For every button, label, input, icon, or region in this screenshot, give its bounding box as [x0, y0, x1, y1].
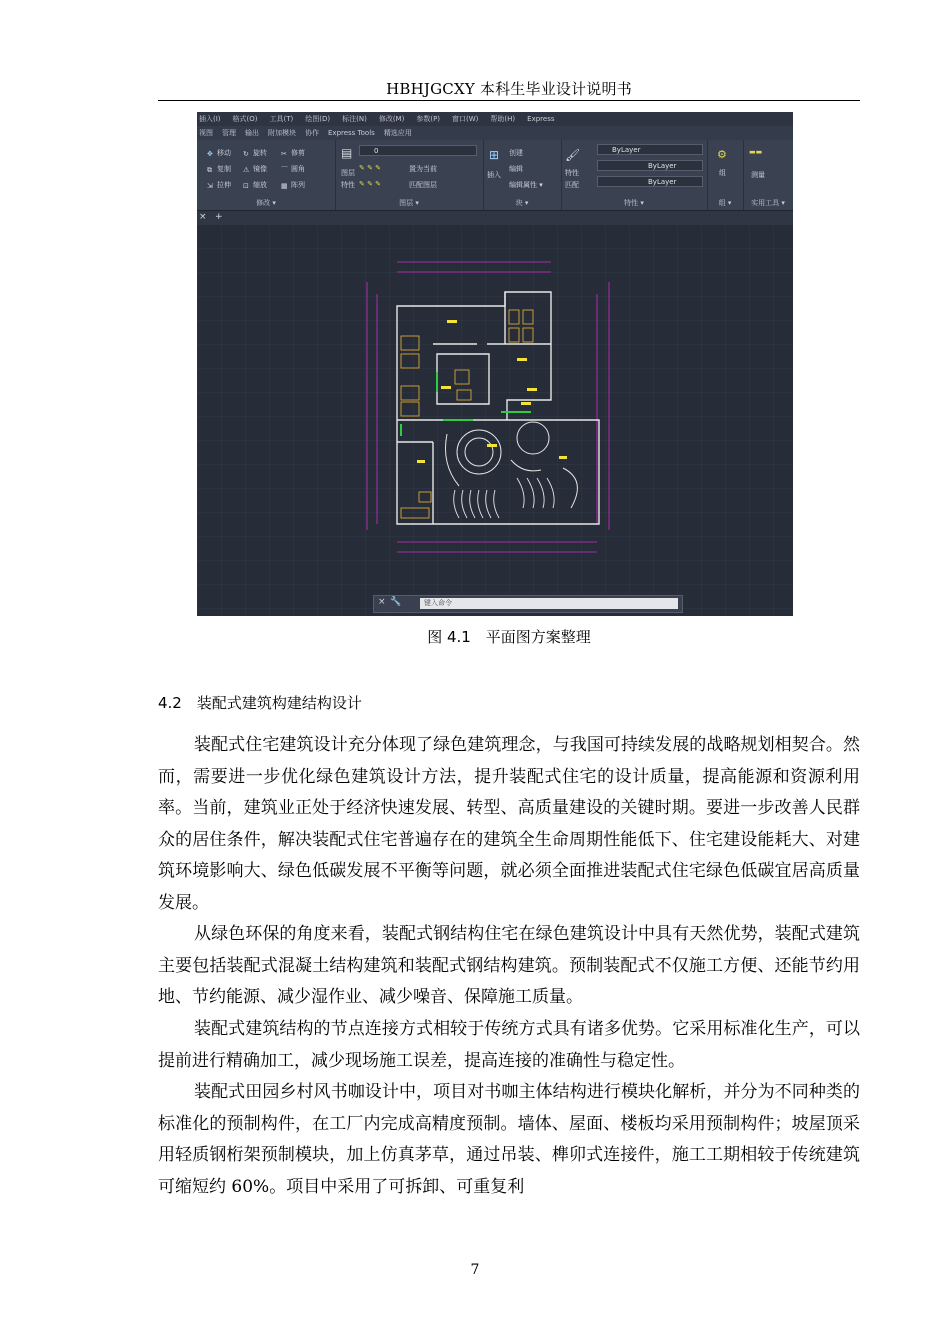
fillet-tool[interactable] [281, 164, 305, 174]
paragraph-2: 从绿色环保的角度来看，装配式钢结构住宅在绿色建筑设计中具有天然优势，装配式建筑主要包括装配式混凝土结构建筑和装配式钢结构建筑。预制装配式不仅施工方便、还能节约用地、节约能源、减少湿作业、减少噪音、保障施工质量。 [158, 924, 860, 1007]
copy-tool[interactable] [207, 164, 231, 174]
document-tab-bar [197, 210, 793, 225]
scale-tool[interactable] [243, 180, 267, 190]
block-group [483, 140, 562, 210]
match-label[interactable]: 匹配 [565, 181, 579, 189]
menu-modify[interactable]: 修改(M) [378, 115, 405, 123]
edit-block-button[interactable]: 编辑 [509, 165, 523, 173]
array-label: 阵列 [291, 181, 305, 189]
group-icon: ⚙ [717, 148, 727, 161]
tab-collaborate[interactable]: 协作 [305, 129, 319, 137]
trim-icon: ✂ [281, 150, 287, 158]
mirror-icon: ⚠ [243, 166, 250, 174]
layers-group [335, 140, 484, 210]
ribbon-panel [197, 140, 793, 210]
ribbon-tabs [197, 126, 793, 140]
layer-properties-button[interactable]: 图层 [341, 169, 355, 177]
menu-window[interactable]: 窗口(W) [452, 115, 479, 123]
array-tool[interactable] [281, 180, 305, 190]
trim-tool[interactable] [281, 148, 305, 158]
utilities-group-title: 实用工具 ▾ [751, 199, 785, 207]
drawing-canvas[interactable] [197, 224, 793, 616]
lineweight-dropdown[interactable]: ByLayer [597, 176, 703, 187]
move-label: 移动 [217, 149, 231, 157]
paragraph-3: 装配式建筑结构的节点连接方式相较于传统方式具有诸多优势。它采用标准化生产，可以提前进行精确加工，减少现场施工误差，提高连接的准确性与稳定性。 [158, 1019, 860, 1071]
measure-button[interactable]: 测量 [751, 171, 765, 179]
menu-parametric[interactable]: 参数(P) [416, 115, 441, 123]
rotate-label: 旋转 [253, 149, 267, 157]
linetype-dropdown[interactable]: ByLayer [597, 160, 703, 171]
layer-tools-icon[interactable]: ✎ ✎ ✎ [359, 164, 382, 172]
tab-addins[interactable]: 附加模块 [268, 129, 296, 137]
copy-label: 复制 [217, 165, 231, 173]
menu-insert[interactable]: 插入(I) [199, 115, 221, 123]
insert-block-button[interactable]: 插入 [487, 171, 501, 179]
mirror-tool[interactable] [243, 164, 267, 174]
modify-group [197, 140, 336, 210]
measure-icon: ▬▬ [749, 148, 763, 156]
rotate-icon: ↻ [243, 150, 249, 158]
tab-manage[interactable]: 管理 [222, 129, 236, 137]
properties-group [561, 140, 708, 210]
command-line [373, 595, 683, 613]
edit-attr-button[interactable]: 编辑属性 ▾ [509, 181, 543, 189]
section-heading: 4.2 装配式建筑构建结构设计 [158, 694, 362, 712]
set-current-button[interactable]: 置为当前 [409, 165, 437, 173]
new-tab-icon[interactable]: + [215, 212, 223, 222]
stretch-tool[interactable] [207, 180, 231, 190]
menu-help[interactable]: 帮助(H) [490, 115, 516, 123]
menu-tools[interactable]: 工具(T) [269, 115, 294, 123]
move-icon: ✥ [207, 150, 213, 158]
groups-group [707, 140, 744, 210]
stretch-icon: ⇲ [207, 182, 213, 190]
menu-draw[interactable]: 绘图(D) [305, 115, 331, 123]
groups-group-title: 组 ▾ [718, 199, 732, 207]
trim-label: 修剪 [291, 149, 305, 157]
mirror-label: 镜像 [253, 165, 267, 173]
rotate-tool[interactable] [243, 148, 267, 158]
running-header: HBHJGCXY 本科生毕业设计说明书 [386, 80, 632, 98]
array-icon: ▦ [281, 182, 288, 190]
page-number: 7 [470, 1262, 480, 1278]
layers-group-title: 图层 ▾ [399, 199, 419, 207]
cad-screenshot [197, 112, 793, 616]
menu-format[interactable]: 格式(O) [232, 115, 258, 123]
figure-caption: 图 4.1 平面图方案整理 [427, 628, 591, 646]
header-rule [158, 100, 860, 101]
layer-stack-icon[interactable]: ▤ [341, 146, 353, 160]
group-button[interactable]: 组 [719, 169, 726, 177]
match-layer-button[interactable]: 匹配图层 [409, 181, 437, 189]
tab-output[interactable]: 输出 [245, 129, 259, 137]
cmd-close-icon[interactable]: × [378, 597, 386, 607]
block-group-title: 块 ▾ [515, 199, 529, 207]
tab-featured-apps[interactable]: 精选应用 [383, 129, 412, 137]
layer-tools-icon-2[interactable]: ✎ ✎ ✎ [359, 180, 382, 188]
fillet-icon: ⌒ [281, 166, 288, 174]
insert-icon: ⊞ [489, 148, 500, 162]
menu-express[interactable]: Express [527, 115, 555, 123]
command-input[interactable]: 键入命令 [420, 598, 678, 609]
cad-menubar [197, 112, 793, 126]
copy-icon: ⧉ [207, 166, 212, 174]
scale-label: 缩放 [253, 181, 267, 189]
utilities-group [743, 140, 793, 210]
paragraph-4: 装配式田园乡村风书咖设计中，项目对书咖主体结构进行模块化解析，并分为不同种类的标准化的预制构件，在工厂内完成高精度预制。墙体、屋面、楼板均采用预制构件；坡屋顶采用轻质钢桁架预制模块，加上仿真茅草，通过吊装、榫卯式连接件，施工工期相较于传统建筑可缩短约 60%。项目中采用了可拆卸、可重复利 [158, 1082, 860, 1197]
color-dropdown[interactable]: ByLayer [597, 144, 703, 155]
layer-props-label: 特性 [341, 181, 355, 189]
scale-icon: ⊡ [243, 182, 249, 190]
tab-view[interactable]: 视图 [199, 129, 213, 137]
paragraph-1: 装配式住宅建筑设计充分体现了绿色建筑理念，与我国可持续发展的战略规划相契合。然而，需要进一步优化绿色建筑设计方法，提升装配式住宅的设计质量，提高能源和资源利用率。当前，建筑业正处于经济快速发展、转型、高质量建设的关键时期。要进一步改善人民群众的居住条件，解决装配式住宅普遍存在的建筑全生命周期性能低下、住宅建设能耗大、对建筑环境影响大、绿色低碳发展不平衡等问题，就必须全面推进装配式住宅绿色低碳宜居高质量发展。 [158, 735, 860, 913]
layer-dropdown[interactable]: 0 [359, 145, 477, 156]
properties-group-title: 特性 ▾ [624, 199, 644, 207]
match-properties-icon: 🖌 [565, 148, 581, 162]
move-tool[interactable] [207, 148, 231, 158]
tab-express-tools[interactable]: Express Tools [328, 129, 375, 137]
stretch-label: 拉伸 [217, 181, 231, 189]
create-block-button[interactable]: 创建 [509, 149, 523, 157]
close-tab-icon[interactable]: × [199, 212, 207, 222]
menu-dimension[interactable]: 标注(N) [342, 115, 367, 123]
modify-group-title: 修改 ▾ [256, 199, 276, 207]
fillet-label: 圆角 [291, 165, 305, 173]
wrench-icon[interactable]: 🔧 [390, 597, 402, 607]
properties-label[interactable]: 特性 [565, 169, 579, 177]
